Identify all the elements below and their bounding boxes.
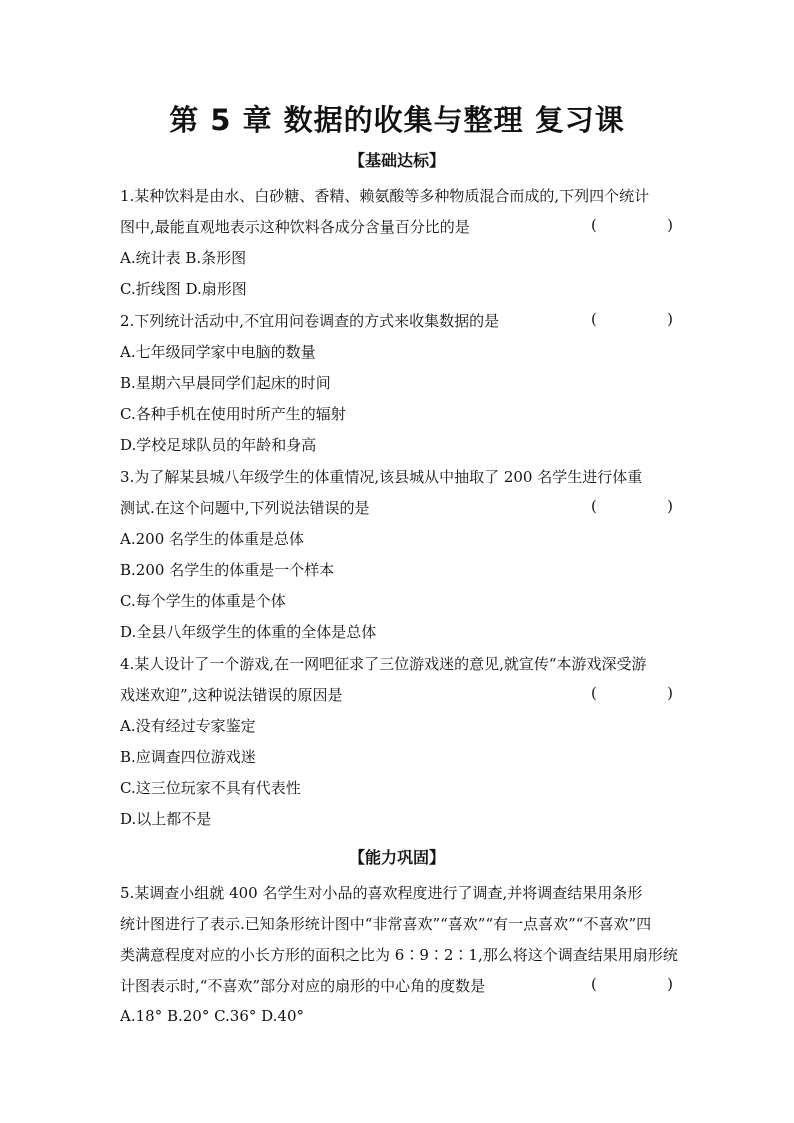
- q1-options-ab: A.统计表 B.条形图: [120, 249, 247, 267]
- q2-answer-blank: [591, 310, 673, 328]
- page-title: 第 5 章 数据的收集与整理 复习课: [169, 103, 625, 137]
- q5-stem-line4: 计图表示时,“不喜欢”部分对应的扇形的中心角的度数是: [120, 977, 486, 995]
- q4-option-d: D.以上都不是: [120, 810, 212, 828]
- paren-close: ): [667, 684, 673, 702]
- paren-open: (: [591, 310, 597, 328]
- q2-option-a: A.七年级同学家中电脑的数量: [120, 343, 316, 361]
- q3-stem-line1: 3.为了解某县城八年级学生的体重情况,该县城从中抽取了 200 名学生进行体重: [120, 468, 643, 486]
- q1-answer-blank: [591, 216, 673, 234]
- q4-stem-line2: 戏迷欢迎”,这种说法错误的原因是: [120, 686, 343, 704]
- q3-option-b: B.200 名学生的体重是一个样本: [120, 561, 335, 579]
- paren-close: ): [667, 975, 673, 993]
- q1-options-cd: C.折线图 D.扇形图: [120, 280, 247, 298]
- paren-open: (: [591, 216, 597, 234]
- q3-answer-blank: [591, 497, 673, 515]
- q4-answer-blank: [591, 684, 673, 702]
- q5-stem-line1: 5.某调查小组就 400 名学生对小品的喜欢程度进行了调查,并将调查结果用条形: [120, 884, 643, 902]
- q1-stem-line2: 图中,最能直观地表示这种饮料各成分含量百分比的是: [120, 218, 470, 236]
- paren-open: (: [591, 497, 597, 515]
- q5-options: A.18° B.20° C.36° D.40°: [120, 1007, 305, 1025]
- q2-option-d: D.学校足球队员的年龄和身高: [120, 436, 317, 454]
- q2-option-b: B.星期六早晨同学们起床的时间: [120, 374, 331, 392]
- paren-open: (: [591, 975, 597, 993]
- q4-stem-line1: 4.某人设计了一个游戏,在一网吧征求了三位游戏迷的意见,就宣传“本游戏深受游: [120, 655, 647, 673]
- q2-stem: 2.下列统计活动中,不宜用问卷调查的方式来收集数据的是: [120, 312, 500, 330]
- q5-stem-line3: 类满意程度对应的小长方形的面积之比为 6∶9∶2∶1,那么将这个调查结果用扇形统: [120, 946, 678, 964]
- q4-option-c: C.这三位玩家不具有代表性: [120, 779, 301, 797]
- q3-option-c: C.每个学生的体重是个体: [120, 592, 286, 610]
- q4-option-a: A.没有经过专家鉴定: [120, 717, 256, 735]
- paren-close: ): [667, 310, 673, 328]
- q2-option-c: C.各种手机在使用时所产生的辐射: [120, 405, 346, 423]
- section-heading-basic: 【基础达标】: [348, 151, 445, 170]
- q1-stem-line1: 1.某种饮料是由水、白砂糖、香精、赖氨酸等多种物质混合而成的,下列四个统计: [120, 187, 650, 205]
- section-heading-ability: 【能力巩固】: [348, 848, 445, 867]
- q3-option-d: D.全县八年级学生的体重的全体是总体: [120, 623, 377, 641]
- paren-close: ): [667, 497, 673, 515]
- q3-option-a: A.200 名学生的体重是总体: [120, 530, 304, 548]
- q5-stem-line2: 统计图进行了表示.已知条形统计图中“非常喜欢”“喜欢”“有一点喜欢”“不喜欢”四: [120, 915, 652, 933]
- q3-stem-line2: 测试.在这个问题中,下列说法错误的是: [120, 499, 370, 517]
- paren-open: (: [591, 684, 597, 702]
- paren-close: ): [667, 216, 673, 234]
- q4-option-b: B.应调查四位游戏迷: [120, 748, 256, 766]
- q5-answer-blank: [591, 975, 673, 993]
